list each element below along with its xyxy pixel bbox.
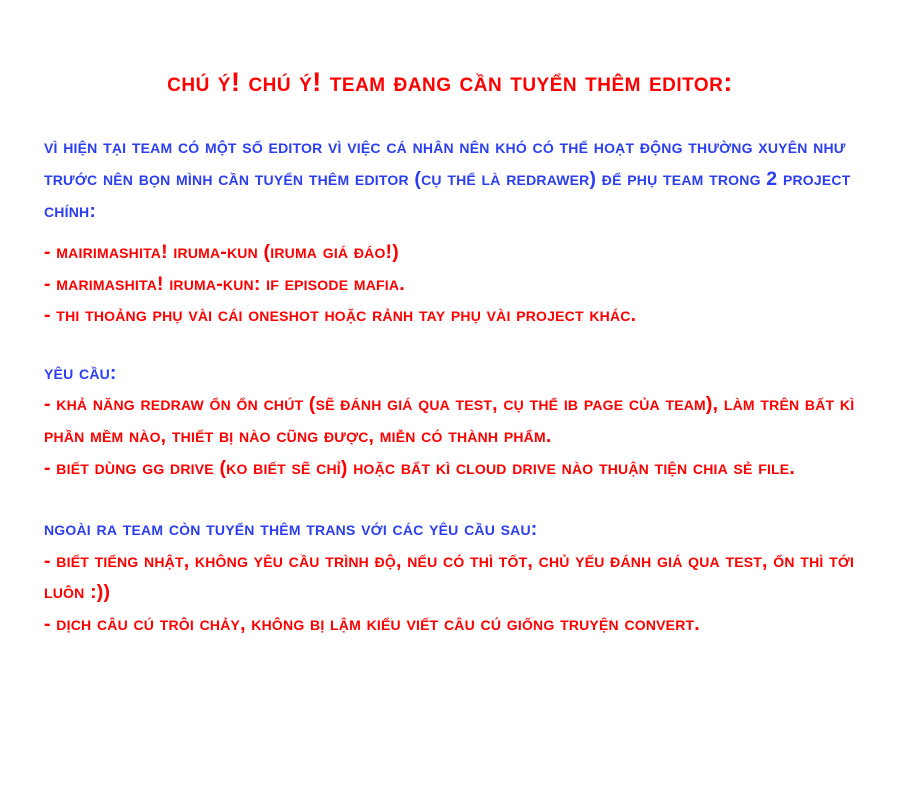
trans-item: - biết tiếng nhật, không yêu cầu trình độ, nếu có thì tốt, chủ yếu đánh giá qua test, ổn thì tới luôn :)) <box>44 549 855 604</box>
project-item: - marimashita! iruma-kun: if episode mafia. <box>44 272 405 295</box>
page-title: chú ý! chú ý! team đang cần tuyển thêm editor: <box>167 67 733 97</box>
trans-item: - dịch câu cú trôi chảy, không bị lậm kiểu viết câu cú giống truyện convert. <box>44 612 700 635</box>
project-item: - mairimashita! iruma-kun (iruma giá đáo!) <box>44 241 399 264</box>
announcement-body <box>0 98 900 640</box>
trans-heading: ngoài ra team còn tuyển thêm trans với các yêu cầu sau: <box>44 518 538 541</box>
requirement-item: - biết dùng gg drive (ko biết sẽ chỉ) hoặc bất kì cloud drive nào thuận tiện chia sẻ file. <box>44 456 795 479</box>
spacer <box>44 227 856 237</box>
project-item: - thi thoảng phụ vài cái oneshot hoặc rảnh tay phụ vài project khác. <box>44 304 637 327</box>
spacer <box>44 484 856 514</box>
intro-paragraph: vì hiện tại team có một số editor vì việc cá nhân nên khó có thể hoạt động thường xuyên như trước nên bọn mình cần tuyển thêm editor (cụ thể là redrawer) để phụ team trong 2 project chính: <box>44 136 851 222</box>
requirements-heading: yêu cầu: <box>44 361 117 384</box>
spacer <box>44 332 856 358</box>
requirement-item: - khả năng redraw ổn ổn chút (sẽ đánh giá qua test, cụ thể ib page của team), làm trên bất kì phần mềm nào, thiết bị nào cũng được, miễn có thành phẩm. <box>44 393 855 448</box>
